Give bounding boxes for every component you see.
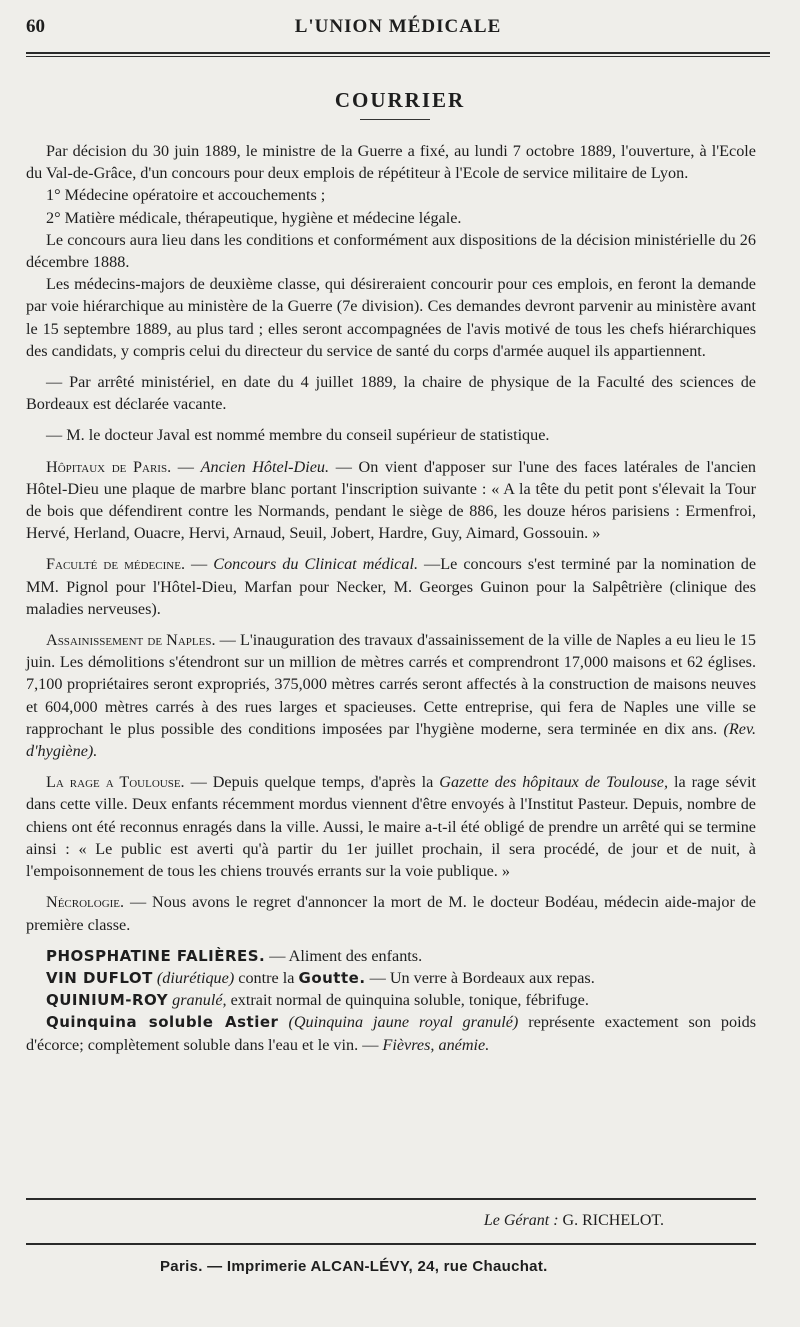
paragraph-naples: Assainissement de Naples. — L'inauguration des travaux d'assainissement de la ville de Naples a eu lieu le 15 juin. Les démolitions s'étendront sur un million de mètres carrés et comprendront 17,000 maisons et 62 églises. 7,100 propriétaires seront expropriés, 375,000 mètres carrés seront affectés à la construction de maisons neuves et 604,000 mètres carrés à des rues larges et spacieuses. Cette entreprise, qui fera de Naples une ville se rapprochant le plus possible des conditions imposées par l'hygiène moderne, sera terminée en dix ans. (Rev. d'hygiène). [26, 631, 757, 761]
ad-brand: VIN DUFLOT [46, 968, 153, 987]
paragraph-faculte: Faculté de médecine. — Concours du Clinicat médical. —Le concours s'est terminé par la nomination de MM. Pignol pour l'Hôtel-Dieu, Marfan pour Necker, M. Georges Guinon pour la Salpêtrière (clinique des maladies nerveuses). [26, 555, 757, 618]
rubric-text: Nous avons le regret d'annoncer la mort de M. le docteur Bodéau, médecin aide-major de première classe. [26, 893, 756, 934]
rubric-text: On vient d'apposer sur l'une des faces latérales de l'ancien Hôtel-Dieu une plaque de marbre blanc portant l'inscription suivante : « A la tête du petit pont s'élevait la Tour de bois que défendirent contre les Normands, pendant le siège de 886, les douze héros parisiens : Ermenfroi, Hervé, Herland, Ouacre, Hervi, Arnaud, Seuil, Jobert, Hardre, Guy, Aimard, Gossouin. » [26, 457, 757, 543]
rubric-text: L'inauguration des travaux d'assainissement de la ville de Naples a eu lieu le 15 juin. Les démolitions s'étendront sur un million de mètres carrés et comprendront 17,000 maisons et 62 églises. 7,100 propriétaires seront expropriés, 375,000 mètres carrés seront affectés à la construction de maisons neuves et 604,000 mètres carrés à des rues larges et spacieuses. Cette entreprise, qui fera de Naples une ville se rapprochant le plus possible des conditions imposées par l'hygiène moderne, sera terminée en dix ans. [26, 631, 757, 738]
rubric-text: Depuis quelque temps, d'après la [212, 773, 434, 792]
paragraph-hopitaux: Hôpitaux de Paris. — Ancien Hôtel-Dieu. — On vient d'apposer sur l'une des faces latérales de l'ancien Hôtel-Dieu une plaque de marbre blanc portant l'inscription suivante : « A la tête du petit pont s'élevait la Tour de bois que défendirent contre les Normands, pendant le siège de 886, les douze héros parisiens : Ermenfroi, Hervé, Herland, Ouacre, Hervi, Arnaud, Seuil, Jobert, Hardre, Guy, Aimard, Gossouin. » [26, 457, 757, 543]
ad-brand: PHOSPHATINE FALIÈRES. [46, 946, 266, 965]
paragraph-item-2: 2° Matière médicale, thérapeutique, hygiène et médecine légale. [46, 208, 462, 227]
ad-end: Fièvres, anémie. [382, 1035, 490, 1054]
paragraph-item-1: 1° Médecine opératoire et accouchements ; [46, 186, 326, 205]
ad-phosphatine [26, 945, 756, 967]
signature-role: Le Gérant : [483, 1212, 559, 1229]
section-title: COURRIER [334, 88, 466, 112]
ad-paren: (Quinquina jaune royal granulé) [288, 1013, 519, 1032]
rubric-text-b: la rage sévit dans cette ville. Deux enfants récemment mordus viennent d'être envoyés à l'Institut Pasteur. Depuis, nombre de chiens ont été reconnus enragés dans la ville. Aussi, le maire a-t-il été obligé de prendre un arrêté qui se termine ainsi : « Le public est averti qu'à partir du 1er juillet prochain, il sera procédé, de jour et de nuit, à l'empoisonnement de tous les chiens trouvés errants sur la voie publique. » [26, 773, 757, 881]
journal-title: L'UNION MÉDICALE [294, 16, 502, 37]
paragraph-javal: — M. le docteur Javal est nommé membre du conseil supérieur de statistique. [46, 426, 550, 445]
signature-name: G. RICHELOT. [562, 1212, 664, 1229]
signature [484, 1212, 664, 1230]
rubric-label: Hôpitaux de Paris. [46, 457, 172, 476]
ad-quinium-roy [26, 989, 756, 1011]
ad-mid: contre la [238, 968, 295, 987]
ad-vin-duflot [26, 967, 756, 989]
paragraph-necrologie: Nécrologie. — Nous avons le regret d'annoncer la mort de M. le docteur Bodéau, médecin aide-major de première classe. [26, 893, 756, 934]
article-body [26, 140, 756, 1056]
ad-text: extrait normal de quinquina soluble, tonique, fébrifuge. [230, 991, 589, 1010]
ad-text: représente exactement son poids d'écorce; complètement soluble dans l'eau et le vin. — [26, 1013, 756, 1054]
rubric-subject: Concours du Clinicat médical. [213, 555, 418, 574]
paragraph-chaire-physique: — Par arrêté ministériel, en date du 4 juillet 1889, la chaire de physique de la Faculté des sciences de Bordeaux est déclarée vacante. [26, 373, 756, 414]
paragraph-conditions: Le concours aura lieu dans les conditions et conformément aux dispositions de la décision ministérielle du 26 décembre 1888. [26, 230, 756, 272]
imprint-rule [26, 1243, 756, 1245]
paragraph-medecins-majors: Les médecins-majors de deuxième classe, qui désireraient concourir pour ces emplois, en feront la demande par voie hiérarchique au ministère de la Guerre (7e division). Ces demandes devront parvenir au ministère avant le 15 septembre 1889, au plus tard ; elles seront accompagnées de l'avis motivé de tous les chefs hiérarchiques des candidats, y compris celui du directeur du service de santé du corps d'armée auquel ils appartiennent. [26, 275, 756, 360]
rubric-label: Assainissement de Naples. [46, 631, 216, 650]
signature-rule [26, 1198, 756, 1200]
paragraph-concours: Par décision du 30 juin 1889, le ministre de la Guerre a fixé, au lundi 7 octobre 1889, l'ouverture, à l'Ecole du Val-de-Grâce, d'un concours pour deux emplois de répétiteur à l'Ecole de service militaire de Lyon. [26, 142, 756, 183]
ad-paren: (diurétique) [156, 968, 235, 987]
ad-text: — Aliment des enfants. [269, 946, 423, 965]
ad-goutte: Goutte. [298, 968, 366, 987]
rubric-gazette: Gazette des hôpitaux de Toulouse, [439, 773, 668, 792]
rubric-label: Nécrologie. [46, 893, 125, 912]
rubric-subject: Ancien Hôtel-Dieu. [200, 457, 330, 476]
ad-quinquina-astier [26, 1011, 756, 1055]
imprint: Paris. — Imprimerie ALCAN-LÉVY, 24, rue Chauchat. [160, 1258, 548, 1275]
header-rule [26, 52, 770, 54]
paragraph-rage: La rage a Toulouse. — Depuis quelque temps, d'après la Gazette des hôpitaux de Toulouse, la rage sévit dans cette ville. Deux enfants récemment mordus viennent d'être envoyés à l'Institut Pasteur. Depuis, nombre de chiens ont été reconnus enragés dans la ville. Aussi, le maire a-t-il été obligé de prendre un arrêté qui se termine ainsi : « Le public est averti qu'à partir du 1er juillet prochain, il sera procédé, de jour et de nuit, à l'empoisonnement de tous les chiens trouvés errants sur la voie publique. » [26, 773, 757, 881]
header-rule-thin [26, 56, 770, 57]
ad-brand: QUINIUM-ROY [46, 991, 169, 1010]
page-header [26, 16, 770, 46]
ad-brand: Quinquina soluble Astier [46, 1013, 279, 1032]
ad-granule: granulé, [172, 991, 227, 1010]
title-rule [360, 119, 430, 120]
page-number: 60 [26, 16, 45, 37]
rubric-label: La rage a Toulouse. [46, 773, 185, 792]
rubric-label: Faculté de médecine. [46, 555, 185, 574]
rubric-source: (Rev. d'hygiène). [26, 719, 756, 761]
rubric-text: Le concours s'est terminé par la nomination de MM. Pignol pour l'Hôtel-Dieu, Marfan pour Necker, M. Georges Guinon pour la Salpêtrière (clinique des maladies nerveuses). [26, 555, 757, 618]
ad-text: — Un verre à Bordeaux aux repas. [369, 968, 595, 987]
